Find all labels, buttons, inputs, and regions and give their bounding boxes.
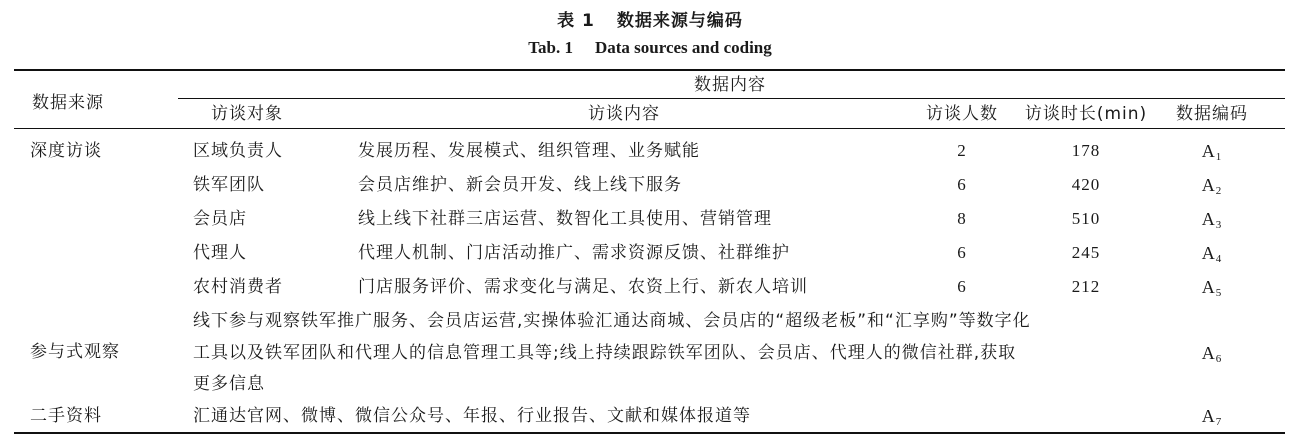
row-duration: 178 — [1071, 141, 1101, 160]
code-subscript: 7 — [1215, 416, 1223, 428]
code-letter: A — [1201, 406, 1216, 426]
secondary-content: 汇通达官网、微博、微信公众号、年报、行业报告、文献和媒体报道等 — [193, 406, 751, 426]
row-code — [1202, 277, 1223, 303]
row-subject: 会员店 — [193, 209, 247, 229]
row-content: 代理人机制、门店活动推广、需求资源反馈、社群维护 — [358, 243, 790, 263]
row-subject: 铁军团队 — [193, 175, 265, 195]
code-subscript: 2 — [1215, 185, 1223, 197]
caption-en-title: Data sources and coding — [594, 38, 772, 57]
row-content: 线上线下社群三店运营、数智化工具使用、营销管理 — [358, 209, 772, 229]
code-subscript: 5 — [1215, 287, 1223, 299]
caption-en-label: Tab. 1 — [528, 38, 573, 57]
code-subscript: 3 — [1215, 219, 1223, 231]
header-interview-content: 访谈内容 — [588, 104, 660, 124]
row-duration: 510 — [1071, 209, 1101, 228]
code-letter: A — [1201, 141, 1216, 161]
row-count: 2 — [957, 141, 967, 160]
caption-cn-title: 数据来源与编码 — [616, 11, 743, 31]
group-deep-interview: 深度访谈 — [30, 141, 102, 161]
header-count: 访谈人数 — [926, 104, 998, 124]
header-source: 数据来源 — [32, 93, 104, 113]
row-subject: 农村消费者 — [193, 277, 283, 297]
row-code — [1202, 209, 1223, 235]
observation-line-2: 工具以及铁军团队和代理人的信息管理工具等;线上持续跟踪铁军团队、会员店、代理人的微信社群,获取 — [193, 343, 1017, 363]
row-content: 发展历程、发展模式、组织管理、业务赋能 — [358, 141, 700, 161]
observation-code — [1202, 343, 1223, 369]
header-code: 数据编码 — [1176, 104, 1248, 124]
row-code — [1202, 141, 1223, 167]
row-code — [1202, 243, 1223, 269]
secondary-code — [1202, 406, 1223, 432]
header-content-group: 数据内容 — [694, 75, 766, 95]
header-interviewee: 访谈对象 — [211, 104, 283, 124]
code-letter: A — [1201, 343, 1216, 363]
header-bottom-rule — [14, 128, 1285, 129]
code-letter: A — [1201, 243, 1216, 263]
row-subject: 代理人 — [193, 243, 247, 263]
table-caption-cn — [0, 6, 1300, 31]
row-content: 会员店维护、新会员开发、线上线下服务 — [358, 175, 682, 195]
row-count: 8 — [957, 209, 967, 228]
code-letter: A — [1201, 277, 1216, 297]
table-caption-en — [0, 38, 1300, 58]
row-duration: 420 — [1071, 175, 1101, 194]
code-subscript: 4 — [1215, 253, 1223, 265]
bottom-rule — [14, 432, 1285, 434]
header-duration: 访谈时长(min) — [1024, 104, 1148, 124]
row-subject: 区域负责人 — [193, 141, 283, 161]
row-count: 6 — [957, 243, 967, 262]
row-duration: 245 — [1071, 243, 1101, 262]
code-letter: A — [1201, 175, 1216, 195]
observation-line-3: 更多信息 — [193, 374, 265, 394]
top-rule — [14, 69, 1285, 71]
row-count: 6 — [957, 277, 967, 296]
row-duration: 212 — [1071, 277, 1101, 296]
row-code — [1202, 175, 1223, 201]
row-count: 6 — [957, 175, 967, 194]
group-participant-observation: 参与式观察 — [30, 342, 120, 362]
header-sub-rule — [178, 98, 1285, 99]
group-secondary-data: 二手资料 — [30, 406, 102, 426]
code-subscript: 1 — [1215, 151, 1223, 163]
caption-cn-label: 表 1 — [557, 11, 595, 31]
code-letter: A — [1201, 209, 1216, 229]
row-content: 门店服务评价、需求变化与满足、农资上行、新农人培训 — [358, 277, 808, 297]
code-subscript: 6 — [1215, 353, 1223, 365]
observation-line-1: 线下参与观察铁军推广服务、会员店运营,实操体验汇通达商城、会员店的“超级老板”和“汇享购”等数字化 — [193, 311, 1031, 331]
